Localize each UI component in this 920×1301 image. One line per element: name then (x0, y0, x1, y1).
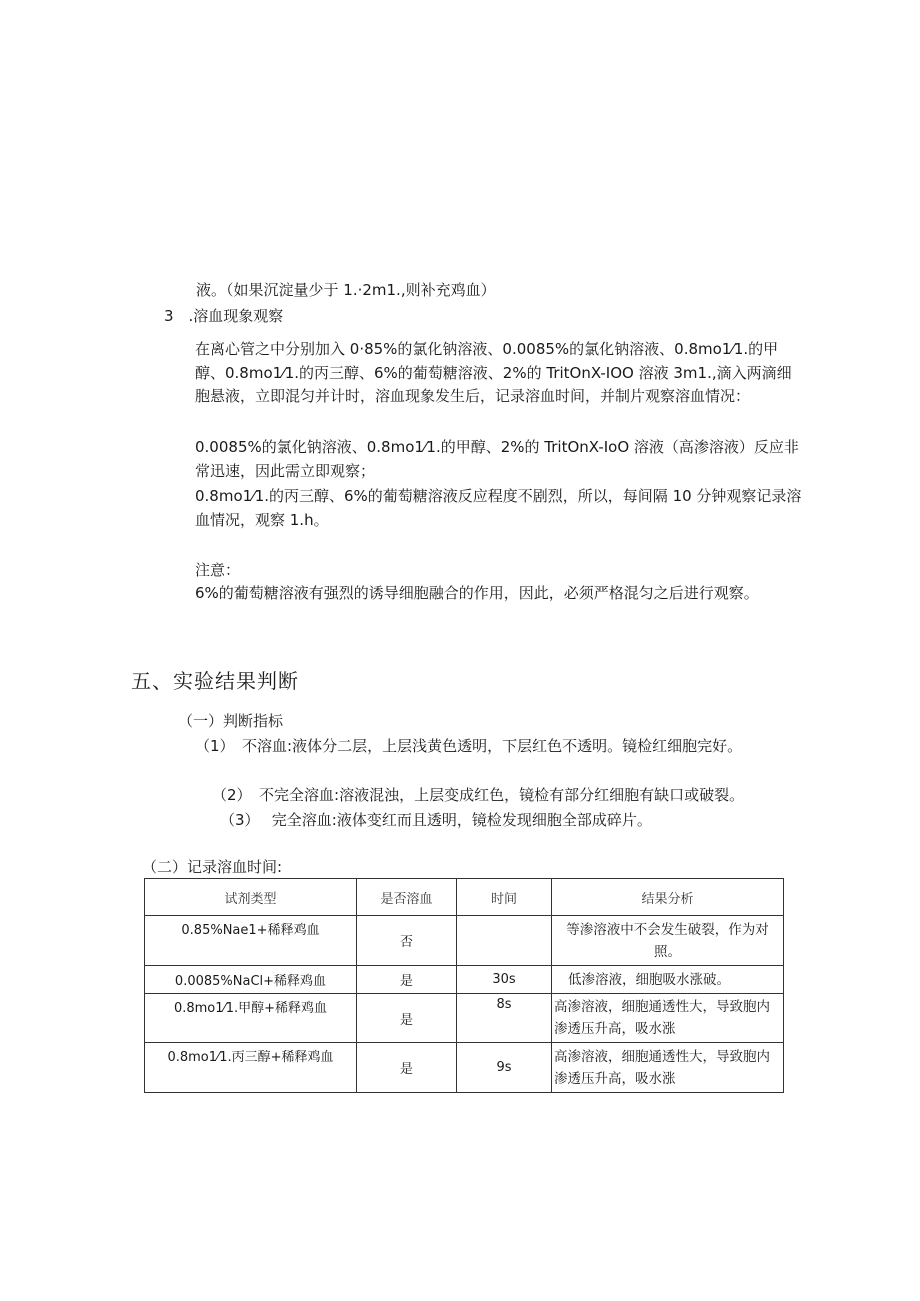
time-cell: 9s (457, 1043, 552, 1093)
step3-slow-reaction-paragraph: 0.8mo1⁄1.的丙三醇、6%的葡萄糖溶液反应程度不剧烈，所以，每间隔 10 分钟观察记录溶血情况，观察 1.h。 (195, 487, 802, 529)
reagent-suffix: 丙三醇+稀释鸡血 (231, 1050, 334, 1065)
analysis-cell: 低渗溶液，细胞吸水涨破。 (552, 966, 784, 994)
step3-heading: 3 .溶血现象观察 (164, 307, 284, 325)
header-hemolysis: 是否溶血 (357, 879, 457, 916)
step3-intro-paragraph: 在离心管之中分别加入 0·85%的氯化钠溶液、0.0085%的氯化钠溶液、0.8mo1⁄1.的甲醇、0.8mo1⁄1.的丙三醇、6%的葡萄糖溶液、2%的 TritOnX-IOO 溶液 3m1.,滴入两滴细胞悬液，立即混匀并计时，溶血现象发生后，记录溶血时间，并制片观察溶血情况： (195, 340, 792, 405)
step2-tail-text: 液。（如果沉淀量少于 1.·2m1.,则补充鸡血） (196, 281, 496, 299)
header-analysis: 结果分析 (552, 879, 784, 916)
hemolysis-cell: 是 (357, 994, 457, 1043)
analysis-cell: 等渗溶液中不会发生破裂，作为对照。 (552, 916, 784, 966)
reagent-cell (145, 1043, 357, 1093)
section5-title: 五、实验结果判断 (131, 669, 299, 693)
reagent-name: 0.0085%NaCl (174, 974, 264, 989)
note-label: 注意： (195, 561, 241, 579)
header-reagent-type: 试剂类型 (145, 879, 357, 916)
table-header-row (145, 879, 784, 916)
time-cell: 30s (457, 966, 552, 994)
step3-fast-reaction-paragraph: 0.0085%的氯化钠溶液、0.8mo1⁄1.的甲醇、2%的 TritOnX-IoO 溶液（高渗溶液）反应非常迅速，因此需立即观察； (195, 438, 799, 480)
reagent-name: 0.8mo1⁄1. (173, 1001, 239, 1016)
reagent-name: 0.85%Nae1+ (181, 923, 268, 938)
hemolysis-results-table (144, 878, 784, 1093)
reagent-suffix: +稀释鸡血 (263, 974, 327, 989)
reagent-suffix: 稀释鸡血 (267, 923, 320, 938)
note-text: 6%的葡萄糖溶液有强烈的诱导细胞融合的作用，因此，必须严格混匀之后进行观察。 (195, 584, 759, 602)
hemolysis-cell: 是 (357, 966, 457, 994)
reagent-cell (145, 916, 357, 966)
table-row (145, 994, 784, 1043)
reagent-name: 0.8mo1⁄1. (167, 1050, 232, 1065)
hemolysis-cell: 否 (357, 916, 457, 966)
analysis-cell: 高渗溶液，细胞通透性大，导致胞内渗透压升高，吸水涨 (552, 994, 784, 1043)
analysis-cell: 高渗溶液，细胞通透性大，导致胞内渗透压升高，吸水涨 (552, 1043, 784, 1093)
table-row (145, 916, 784, 966)
criterion-complete-hemolysis: （3） 完全溶血:液体变红而且透明，镜检发现细胞全部成碎片。 (220, 811, 652, 829)
table-row (145, 1043, 784, 1093)
criterion-no-hemolysis: （1） 不溶血:液体分二层，上层浅黄色透明，下层红色不透明。镜检红细胞完好。 (195, 737, 743, 755)
reagent-suffix: 甲醇+稀释鸡血 (238, 1001, 328, 1016)
hemolysis-cell: 是 (357, 1043, 457, 1093)
header-time: 时间 (457, 879, 552, 916)
criterion-partial-hemolysis: （2） 不完全溶血:溶液混浊，上层变成红色，镜检有部分红细胞有缺口或破裂。 (212, 786, 745, 804)
reagent-cell (145, 966, 357, 994)
time-cell (457, 916, 552, 966)
record-time-subheading: （二）记录溶血时间: (142, 858, 283, 876)
reagent-cell (145, 994, 357, 1043)
time-cell: 8s (457, 994, 552, 1043)
criteria-subheading: （一）判断指标 (178, 712, 284, 730)
table-row (145, 966, 784, 994)
